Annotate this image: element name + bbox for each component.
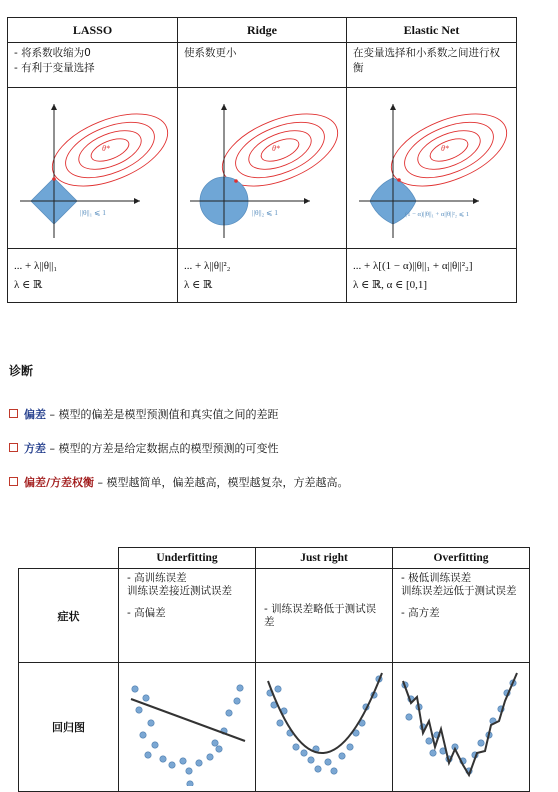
elastic-description: 在变量选择和小系数之间进行权衡 [347,43,517,88]
bias-sep: – [46,408,59,421]
overfitting-symptoms [393,569,530,663]
header-lasso: LASSO [8,18,178,43]
data-points [267,676,382,774]
fit-line [131,699,245,741]
ridge-formula-cell [178,249,347,303]
header-overfitting: Overfitting [393,548,530,569]
underfitting-symptoms [119,569,256,663]
checkbox-square-icon [9,477,18,486]
symptom-line: - 高偏差 [127,607,166,619]
solution-point [397,178,401,182]
empty-corner [19,548,119,569]
symptom-line: - 高训练误差 [127,572,187,584]
variance-sep: – [46,442,59,455]
symptom-line: - 高方差 [401,607,440,619]
lasso-constraint-label: ||θ||₁ ⩽ 1 [80,208,106,217]
just-right-regression-plot [256,663,392,786]
x-axis-arrow [473,198,479,204]
symptom-line: 训练误差远低于测试误差 [401,585,517,597]
x-axis-arrow [134,198,140,204]
bias-item [9,406,279,422]
ridge-plot [178,88,346,248]
header-just-right: Just right [256,548,393,569]
ridge-figure [178,88,347,249]
elastic-formula-cell [347,249,517,303]
header-elastic-net: Elastic Net [347,18,517,43]
regularization-table [7,17,517,303]
elastic-constraint-label: (1 − α)||θ||₁ + α||θ||²₂ ⩽ 1 [405,211,470,218]
tradeoff-sep: – [94,476,107,489]
header-ridge: Ridge [178,18,347,43]
variance-item [9,440,279,456]
row-regression-label: 回归图 [19,663,119,792]
just-right-symptoms [256,569,393,663]
symptom-line: 训练误差接近测试误差 [127,585,232,597]
data-points [132,685,243,786]
lasso-formula: ... + λ||θ||₁ [14,259,58,272]
elastic-domain: λ ∈ ℝ, α ∈ [0,1] [353,278,428,291]
underfitting-regression-plot [119,663,255,786]
symptom-line: - 训练误差略低于测试误差 [264,602,377,628]
row-symptoms-label: 症状 [19,569,119,663]
variance-term: 方差 [24,442,46,455]
y-axis-arrow [221,104,227,110]
ridge-constraint-label: ||θ||₂ ⩽ 1 [252,208,278,217]
checkbox-square-icon [9,409,18,418]
overfitting-plot-cell [393,663,530,792]
symptom-line: - 极低训练误差 [401,572,472,584]
bias-term: 偏差 [24,408,46,421]
y-axis-arrow [390,104,396,110]
x-axis-arrow [304,198,310,204]
checkbox-square-icon [9,443,18,452]
theta-star-label: θ* [441,144,449,153]
data-points [402,680,516,774]
just-right-plot-cell [256,663,393,792]
theta-star-label: θ* [272,144,280,153]
elastic-plot [347,88,516,248]
variance-text: 模型的方差是给定数据点的模型预测的可变性 [58,442,279,455]
lasso-description [8,43,178,88]
bias-text: 模型的偏差是模型预测值和真实值之间的差距 [58,408,279,421]
tradeoff-item [9,474,349,490]
ridge-formula: ... + λ||θ||²₂ [184,259,231,272]
lasso-plot [8,88,177,248]
lasso-desc-line-1: - 将系数收缩为0 [14,47,91,59]
ridge-description: 使系数更小 [178,43,347,88]
lasso-formula-cell [8,249,178,303]
tradeoff-term: 偏差/方差权衡 [24,476,95,489]
solution-point [234,179,238,183]
underfitting-plot-cell [119,663,256,792]
ridge-domain: λ ∈ ℝ [184,278,213,291]
lasso-domain: λ ∈ ℝ [14,278,43,291]
overfitting-regression-plot [393,663,529,786]
elastic-figure [347,88,517,249]
lasso-figure [8,88,178,249]
header-underfitting: Underfitting [119,548,256,569]
fit-curve [403,673,517,775]
elastic-formula: ... + λ[(1 − α)||θ||₁ + α||θ||²₂] [353,259,473,272]
y-axis-arrow [51,104,57,110]
lasso-desc-line-2: - 有利于变量选择 [14,62,95,74]
theta-star-label: θ* [102,144,110,153]
fitting-table [18,547,530,792]
tradeoff-text: 模型越简单，偏差越高，模型越复杂，方差越高。 [106,476,349,489]
solution-point [52,177,56,181]
diagnostics-title: 诊断 [9,364,34,378]
